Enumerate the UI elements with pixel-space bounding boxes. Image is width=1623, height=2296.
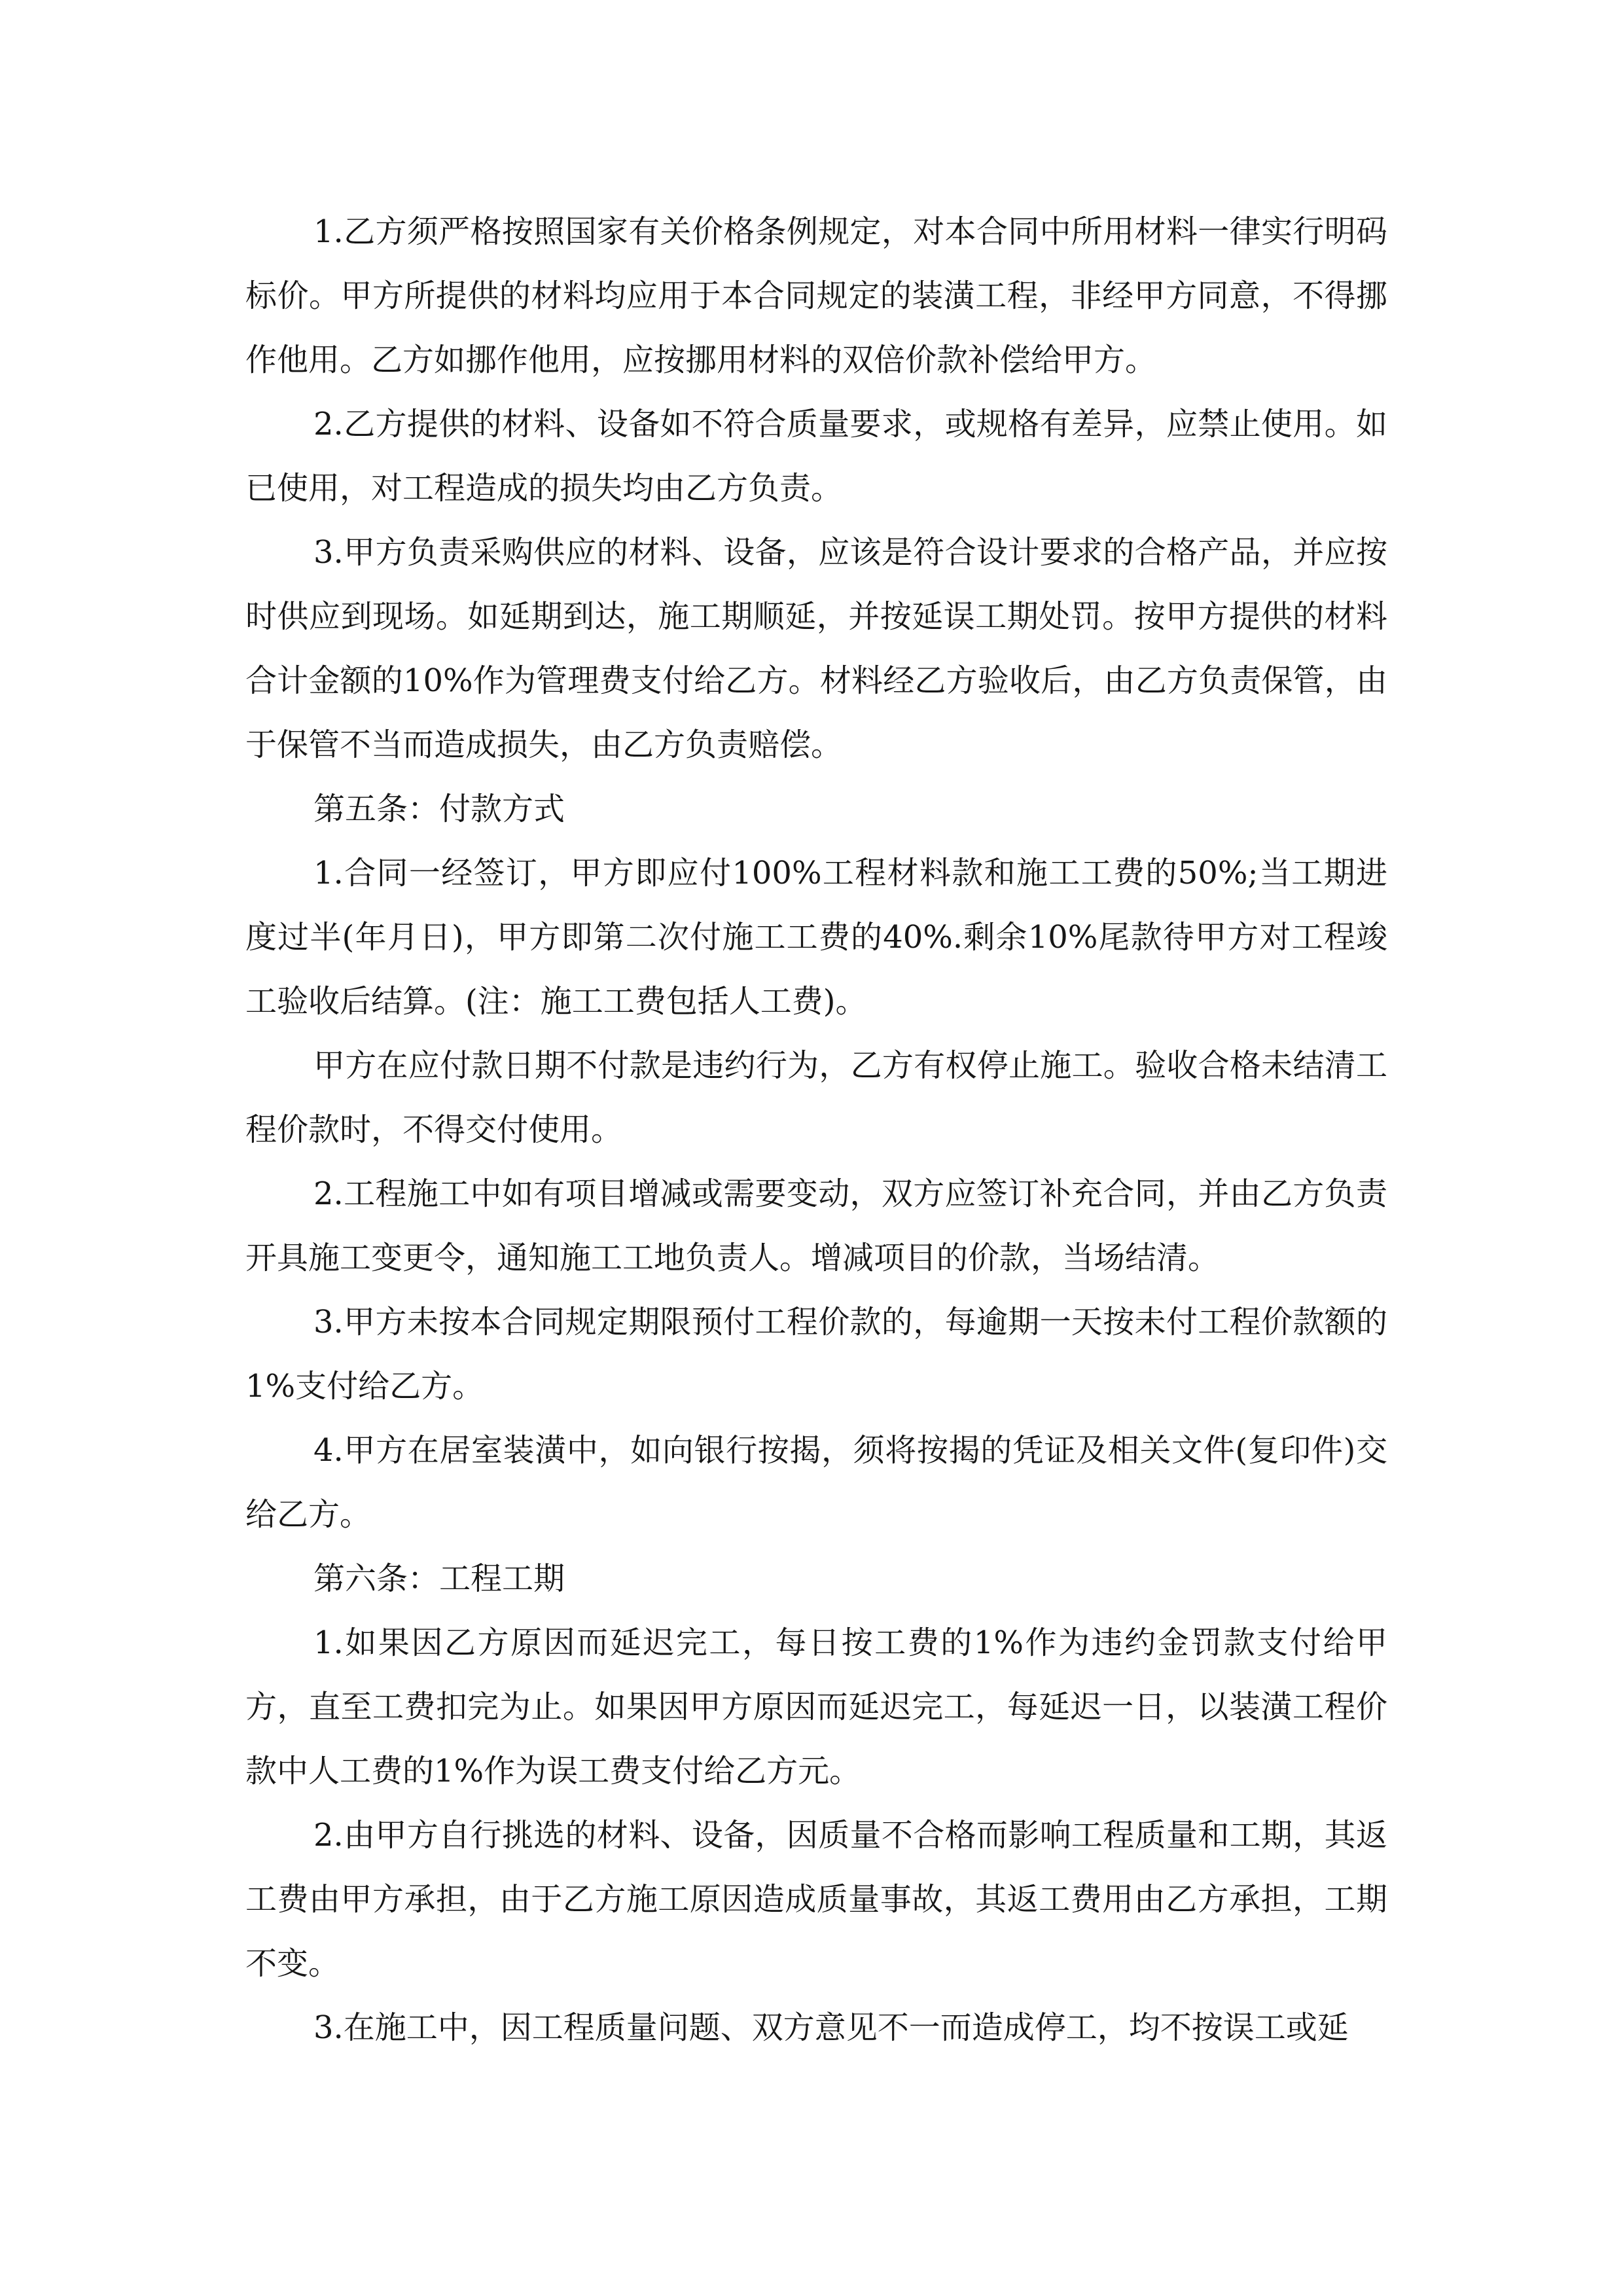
clause-5-item-2: 2.工程施工中如有项目增减或需要变动，双方应签订补充合同，并由乙方负责开具施工变更令，通知施工工地负责人。增减项目的价款，当场结清。 xyxy=(245,1175,1387,1276)
clause-5-heading: 第五条：付款方式 xyxy=(313,791,565,827)
clause-5-item-1-note: 甲方在应付款日期不付款是违约行为，乙方有权停止施工。验收合格未结清工程价款时，不得交付使用。 xyxy=(245,1047,1387,1148)
clause-4-item-1: 1.乙方须严格按照国家有关价格条例规定，对本合同中所用材料一律实行明码标价。甲方所提供的材料均应用于本合同规定的装潢工程，非经甲方同意，不得挪作他用。乙方如挪作他用，应按挪用材料的双倍价款补偿给甲方。 xyxy=(245,213,1387,378)
clause-6-heading: 第六条：工程工期 xyxy=(313,1560,565,1597)
clause-5-item-3: 3.甲方未按本合同规定期限预付工程价款的，每逾期一天按未付工程价款额的1%支付给乙方。 xyxy=(245,1304,1387,1405)
clause-6-item-1: 1.如果因乙方原因而延迟完工，每日按工费的1%作为违约金罚款支付给甲方，直至工费扣完为止。如果因甲方原因而延迟完工，每延迟一日，以装潢工程价款中人工费的1%作为误工费支付给乙方元。 xyxy=(245,1624,1387,1789)
clause-4-item-2: 2.乙方提供的材料、设备如不符合质量要求，或规格有差异，应禁止使用。如已使用，对工程造成的损失均由乙方负责。 xyxy=(245,406,1387,507)
clause-5-item-1: 1.合同一经签订，甲方即应付100%工程材料款和施工工费的50%;当工期进度过半(年月日)，甲方即第二次付施工工费的40%.剩余10%尾款待甲方对工程竣工验收后结算。(注：施工工费包括人工费)。 xyxy=(245,855,1387,1020)
document-body xyxy=(245,200,1387,2060)
clause-6-item-3: 3.在施工中，因工程质量问题、双方意见不一而造成停工，均不按误工或延 xyxy=(313,2009,1349,2046)
clause-4-item-3: 3.甲方负责采购供应的材料、设备，应该是符合设计要求的合格产品，并应按时供应到现场。如延期到达，施工期顺延，并按延误工期处罚。按甲方提供的材料合计金额的10%作为管理费支付给乙方。材料经乙方验收后，由乙方负责保管，由于保管不当而造成损失，由乙方负责赔偿。 xyxy=(245,534,1387,763)
clause-6-item-2: 2.由甲方自行挑选的材料、设备，因质量不合格而影响工程质量和工期，其返工费由甲方承担，由于乙方施工原因造成质量事故，其返工费用由乙方承担，工期不变。 xyxy=(245,1817,1387,1982)
clause-5-item-4: 4.甲方在居室装潢中，如向银行按揭，须将按揭的凭证及相关文件(复印件)交给乙方。 xyxy=(245,1432,1387,1533)
